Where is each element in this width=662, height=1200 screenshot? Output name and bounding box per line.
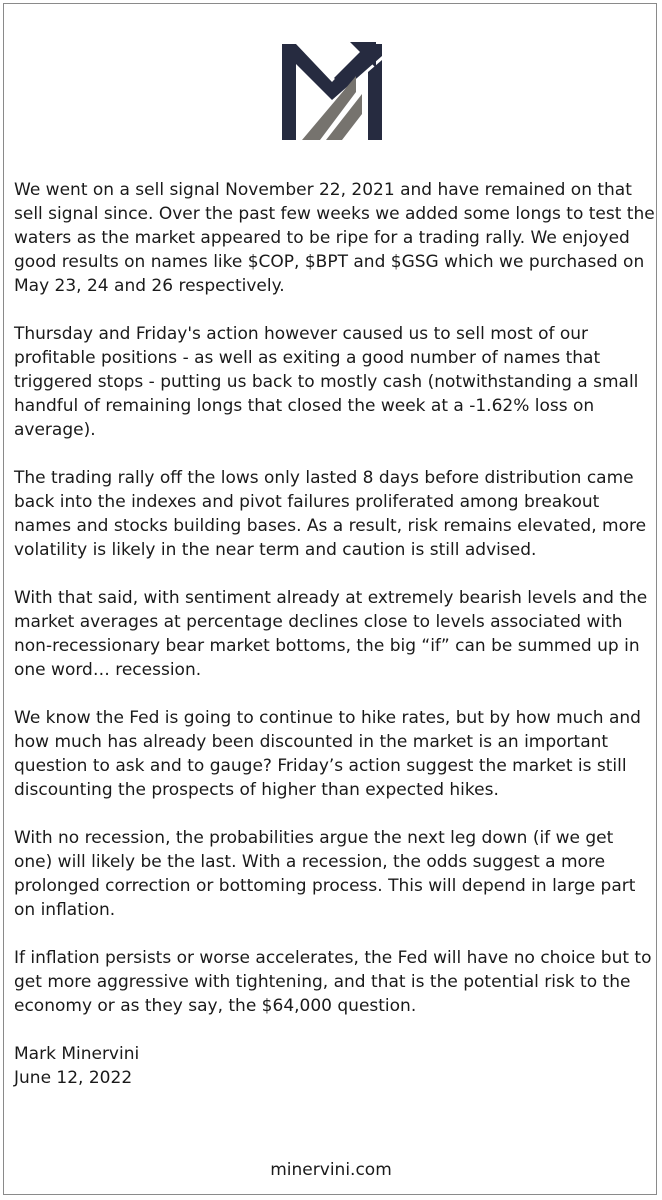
text-line: names and stocks building bases. As a result, risk remains elevated, more: [14, 516, 647, 536]
paragraph-positions: [14, 322, 654, 442]
text-line: market averages at percentage declines close to levels associated with: [14, 612, 623, 632]
text-line: With that said, with sentiment already at extremely bearish levels and the: [14, 588, 648, 608]
text-line: discounting the prospects of higher than expected hikes.: [14, 780, 499, 800]
paragraph-recession: [14, 826, 654, 922]
text-line: sell signal since. Over the past few weeks we added some longs to test the: [14, 204, 655, 224]
text-line: We went on a sell signal November 22, 2021 and have remained on that: [14, 180, 632, 200]
text-line: If inflation persists or worse accelerates, the Fed will have no choice but to: [14, 948, 652, 968]
text-line: back into the indexes and pivot failures proliferated among breakout: [14, 492, 600, 512]
text-line: profitable positions - as well as exiting a good number of names that: [14, 348, 601, 368]
minervini-logo-icon: [272, 42, 392, 142]
text-line: economy or as they say, the $64,000 question.: [14, 996, 417, 1016]
text-line: how much has already been discounted in the market is an important: [14, 732, 609, 752]
letter-body: [14, 178, 654, 1090]
text-line: The trading rally off the lows only lasted 8 days before distribution came: [14, 468, 634, 488]
text-line: one word… recession.: [14, 660, 202, 680]
text-line: question to ask and to gauge? Friday’s action suggest the market is still: [14, 756, 627, 776]
text-line: on inflation.: [14, 900, 116, 920]
text-line: Thursday and Friday's action however caused us to sell most of our: [14, 324, 589, 344]
text-line: good results on names like $COP, $BPT and $GSG which we purchased on: [14, 252, 645, 272]
paragraph-sentiment: [14, 586, 654, 682]
text-line: non-recessionary bear market bottoms, the big “if” can be summed up in: [14, 636, 640, 656]
text-line: May 23, 24 and 26 respectively.: [14, 276, 285, 296]
text-line: handful of remaining longs that closed the week at a -1.62% loss on: [14, 396, 595, 416]
text-line: prolonged correction or bottoming process. This will depend in large part: [14, 876, 636, 896]
signature-block: [14, 1042, 654, 1090]
text-line: waters as the market appeared to be ripe for a trading rally. We enjoyed: [14, 228, 630, 248]
text-line: volatility is likely in the near term and caution is still advised.: [14, 540, 537, 560]
paragraph-fed-rates: [14, 706, 654, 802]
text-line: get more aggressive with tightening, and that is the potential risk to the: [14, 972, 631, 992]
text-line: triggered stops - putting us back to mostly cash (notwithstanding a small: [14, 372, 639, 392]
text-line: average).: [14, 420, 96, 440]
text-line: one) will likely be the last. With a recession, the odds suggest a more: [14, 852, 606, 872]
paragraph-sell-signal: [14, 178, 654, 298]
paragraph-inflation: [14, 946, 654, 1018]
text-line: With no recession, the probabilities argue the next leg down (if we get: [14, 828, 614, 848]
signature-date: June 12, 2022: [14, 1068, 133, 1088]
paragraph-trading-rally: [14, 466, 654, 562]
signature-name: Mark Minervini: [14, 1044, 140, 1064]
footer-website: minervini.com: [270, 1160, 392, 1180]
text-line: We know the Fed is going to continue to hike rates, but by how much and: [14, 708, 641, 728]
